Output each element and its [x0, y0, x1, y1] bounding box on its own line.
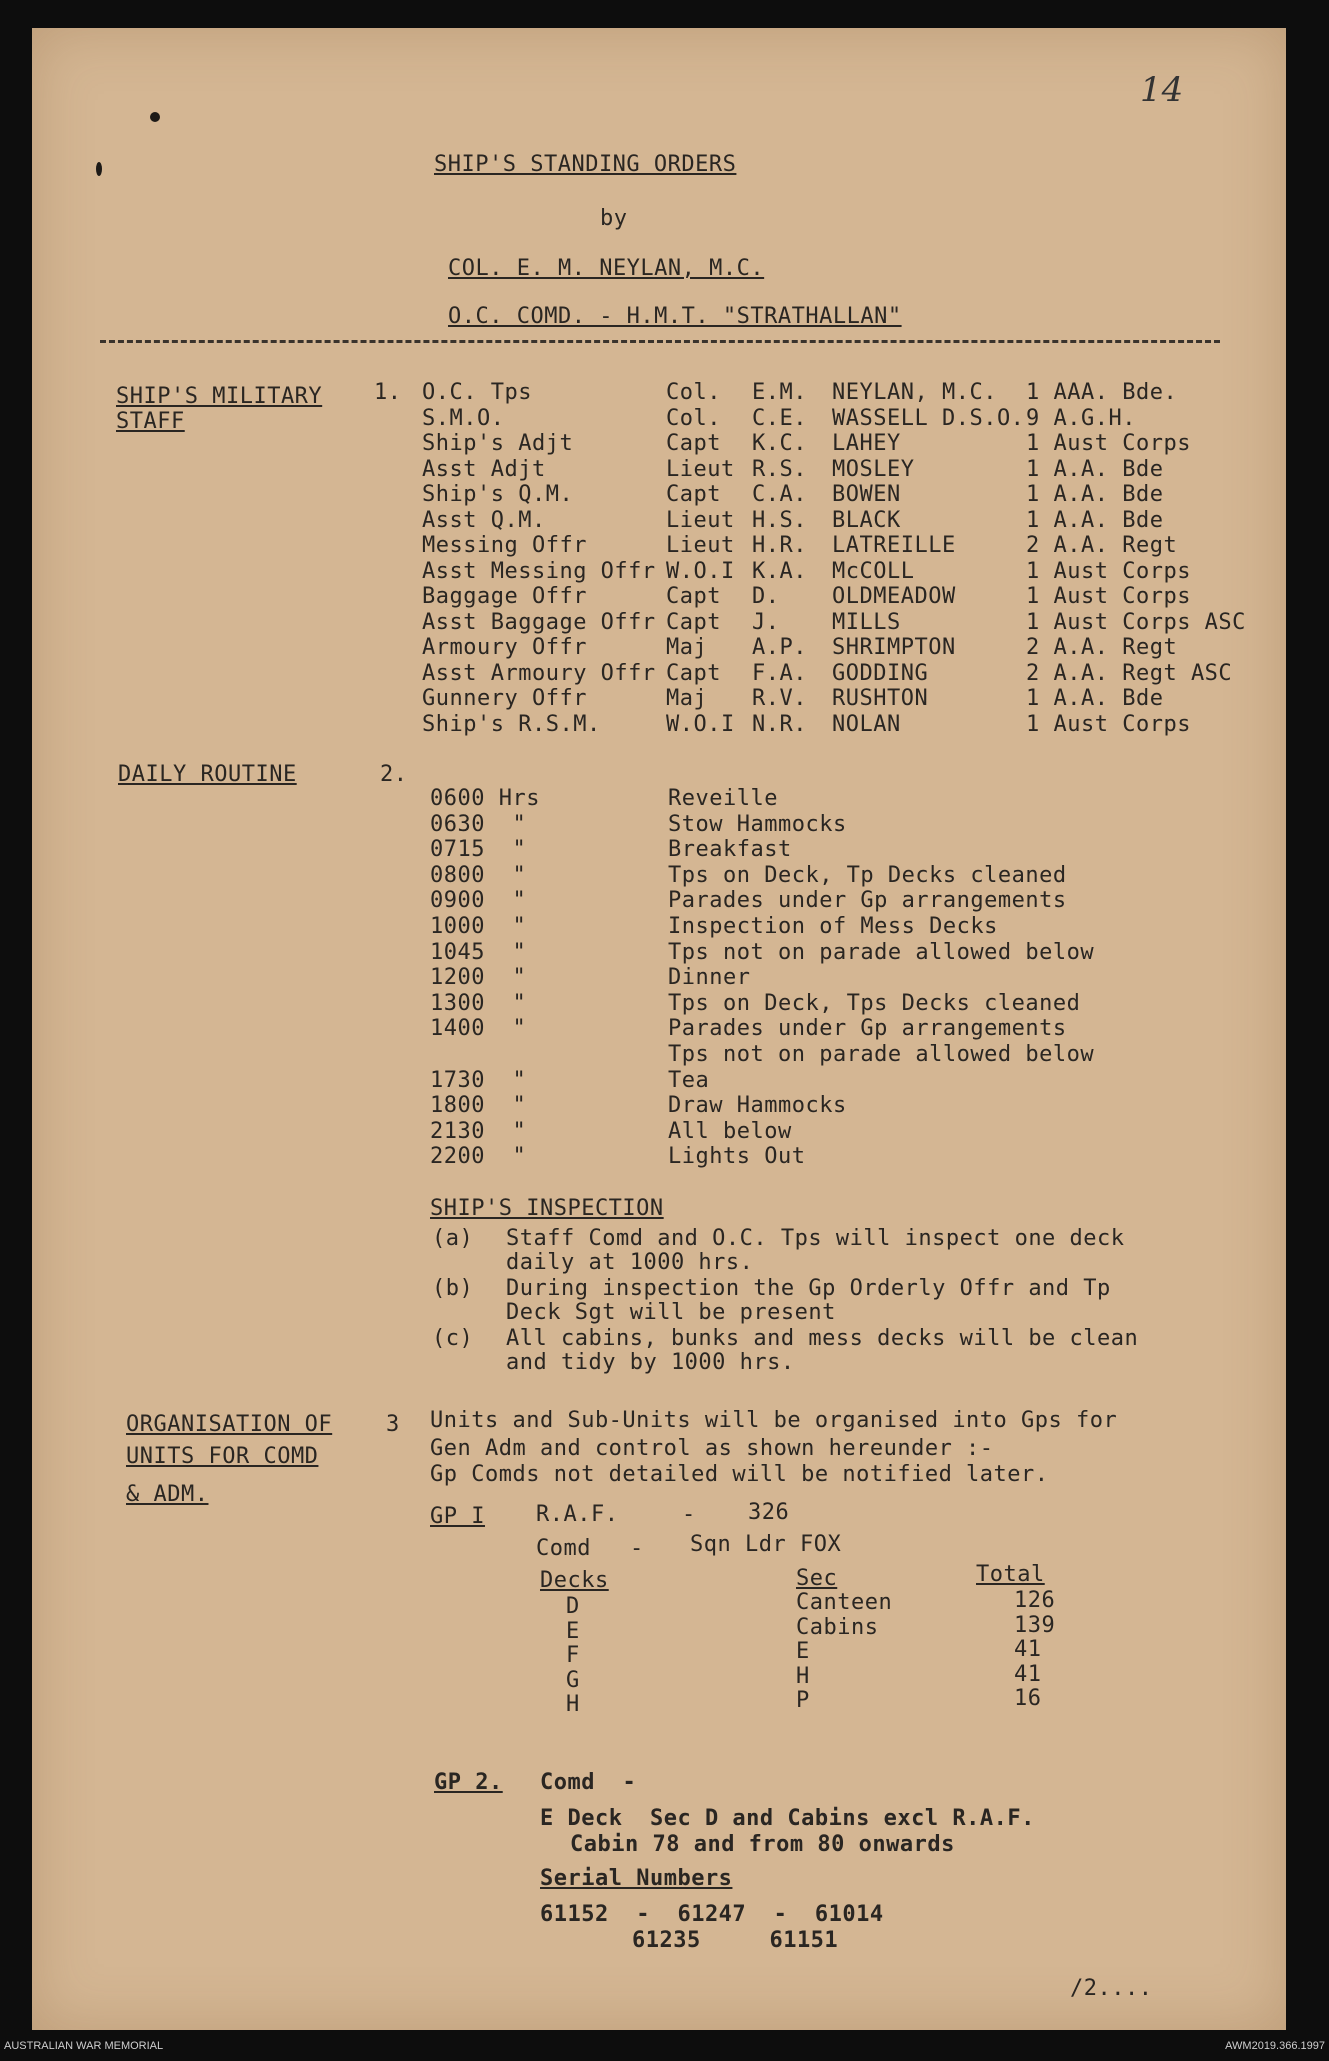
staff-unit: 2 A.A. Regt [1026, 635, 1178, 660]
title-command: O.C. COMD. - H.M.T. "STRATHALLAN" [448, 304, 902, 329]
staff-surname: RUSHTON [832, 686, 929, 711]
deck-cell: H [566, 1692, 580, 1717]
table-header: Sec [796, 1566, 838, 1591]
staff-initials: F.A. [752, 660, 807, 686]
staff-rank: Capt [666, 482, 721, 507]
staff-initials: E.M. [752, 380, 807, 405]
staff-surname: BOWEN [832, 482, 901, 507]
staff-unit: 9 A.G.H. [1026, 405, 1136, 431]
staff-rank: Capt [666, 431, 721, 456]
sec-cell: E [796, 1639, 810, 1664]
routine-time: 2200 " [430, 1144, 527, 1170]
staff-rank: W.O.I [666, 558, 735, 584]
staff-appointment: Ship's R.S.M. [422, 711, 601, 737]
staff-unit: 1 Aust Corps [1026, 711, 1191, 737]
routine-time: 1800 " [430, 1093, 527, 1119]
total-cell: 139 [1014, 1612, 1056, 1638]
deck-cell: F [566, 1643, 580, 1668]
staff-rank: Lieut [666, 456, 735, 482]
group-detail: E Deck Sec D and Cabins excl R.A.F. [540, 1806, 1035, 1831]
staff-unit: 2 A.A. Regt ASC [1026, 660, 1233, 686]
routine-time: 2130 " [430, 1118, 527, 1144]
staff-unit: 1 Aust Corps ASC [1026, 609, 1246, 635]
staff-appointment: S.M.O. [422, 405, 505, 431]
routine-time: 1730 " [430, 1067, 527, 1093]
group-label: GP I [430, 1504, 485, 1529]
staff-rank: Maj [666, 686, 708, 711]
staff-appointment: Messing Offr [422, 533, 587, 558]
deck-cell: E [566, 1618, 580, 1644]
routine-activity: Breakfast [668, 837, 792, 863]
routine-activity: Reveille [668, 786, 778, 811]
staff-unit: 1 A.A. Bde [1026, 686, 1164, 711]
inspection-text: All cabins, bunks and mess decks will be clean [506, 1326, 1139, 1351]
staff-unit: 1 Aust Corps [1026, 558, 1191, 584]
staff-rank: Capt [666, 609, 721, 635]
staff-initials: K.A. [752, 558, 807, 584]
staff-unit: 1 Aust Corps [1026, 431, 1191, 456]
staff-surname: NOLAN [832, 711, 901, 737]
title-by: by [600, 206, 628, 231]
routine-time: 1000 " [430, 914, 527, 939]
staff-appointment: Baggage Offr [422, 584, 587, 609]
inspection-text: During inspection the Gp Orderly Offr and Tp [506, 1276, 1111, 1301]
staff-unit: 1 A.A. Bde [1026, 456, 1164, 482]
inspection-text: Deck Sgt will be present [506, 1300, 836, 1325]
staff-unit: 1 AAA. Bde. [1026, 380, 1178, 405]
routine-time: 1300 " [430, 990, 527, 1016]
section-heading: DAILY ROUTINE [118, 762, 297, 787]
section-heading: & ADM. [126, 1482, 209, 1507]
staff-appointment: Asst Messing Offr [422, 558, 656, 584]
comd-value: Sqn Ldr FOX [690, 1532, 842, 1557]
staff-rank: W.O.I [666, 711, 735, 737]
staff-surname: MOSLEY [832, 456, 915, 482]
routine-activity: Tea [668, 1067, 710, 1093]
serial-numbers: 61152 - 61247 - 61014 [540, 1902, 884, 1927]
sec-cell: P [796, 1688, 810, 1713]
routine-activity: Lights Out [668, 1144, 806, 1170]
inspection-text: and tidy by 1000 hrs. [506, 1350, 795, 1375]
sec-cell: Canteen [796, 1590, 893, 1615]
inspection-label: (b) [432, 1276, 474, 1301]
staff-initials: D. [752, 584, 780, 609]
section-heading: UNITS FOR COMD [126, 1444, 319, 1469]
routine-activity: All below [668, 1118, 792, 1144]
title-author: COL. E. M. NEYLAN, M.C. [448, 256, 765, 281]
staff-initials: R.V. [752, 686, 807, 711]
routine-time: 0600 Hrs [430, 786, 540, 811]
staff-unit: 1 A.A. Bde [1026, 507, 1164, 533]
routine-activity: Tps not on parade allowed below [668, 939, 1095, 965]
serial-numbers: 61235 61151 [632, 1928, 839, 1953]
staff-rank: Capt [666, 660, 721, 686]
routine-activity: Parades under Gp arrangements [668, 888, 1067, 914]
page-number: 14 [1140, 70, 1184, 110]
inspection-text: daily at 1000 hrs. [506, 1250, 754, 1275]
staff-surname: OLDMEADOW [832, 584, 956, 609]
title-heading: SHIP'S STANDING ORDERS [434, 152, 737, 177]
staff-appointment: Gunnery Offr [422, 686, 587, 711]
staff-surname: BLACK [832, 507, 901, 533]
comd-label: Comd - [540, 1770, 637, 1795]
routine-time: 0630 " [430, 811, 527, 837]
comd-dash: - [630, 1536, 644, 1561]
staff-initials: R.S. [752, 456, 807, 482]
staff-appointment: Asst Adjt [422, 456, 546, 482]
staff-initials: C.A. [752, 482, 807, 507]
staff-surname: NEYLAN, M.C. [832, 380, 997, 405]
section-number: 1. [374, 380, 402, 405]
routine-activity: Stow Hammocks [668, 811, 847, 837]
staff-surname: LAHEY [832, 431, 901, 456]
footer-id: AWM2019.366.1997 [1225, 2040, 1325, 2052]
total-cell: 41 [1014, 1661, 1042, 1687]
paragraph-line: Units and Sub-Units will be organised into Gps for [430, 1408, 1118, 1433]
staff-surname: GODDING [832, 660, 929, 686]
table-header: Decks [540, 1568, 609, 1593]
comd-label: Comd [536, 1536, 591, 1561]
routine-activity: Tps on Deck, Tp Decks cleaned [668, 862, 1067, 888]
routine-activity: Inspection of Mess Decks [668, 914, 998, 939]
routine-time: 0900 " [430, 888, 527, 914]
staff-rank: Col. [666, 405, 721, 431]
section-number: 3 [386, 1412, 400, 1437]
staff-unit: 1 Aust Corps [1026, 584, 1191, 609]
staff-rank: Col. [666, 380, 721, 405]
separator-line [100, 340, 1220, 343]
total-cell: 41 [1014, 1637, 1042, 1662]
staff-surname: McCOLL [832, 558, 915, 584]
staff-appointment: Ship's Adjt [422, 431, 574, 456]
routine-time: 0715 " [430, 837, 527, 863]
group-count: 326 [748, 1500, 790, 1525]
group-label: GP 2. [434, 1770, 503, 1795]
staff-appointment: Asst Armoury Offr [422, 660, 656, 686]
routine-time: 1045 " [430, 939, 527, 965]
routine-time: 0800 " [430, 862, 527, 888]
staff-appointment: Ship's Q.M. [422, 482, 574, 507]
subsection-heading: SHIP'S INSPECTION [430, 1196, 664, 1221]
routine-activity: Tps on Deck, Tps Decks cleaned [668, 990, 1081, 1016]
footer-credit: AUSTRALIAN WAR MEMORIAL [4, 2040, 164, 2052]
total-cell: 126 [1014, 1588, 1056, 1613]
inspection-text: Staff Comd and O.C. Tps will inspect one deck [506, 1226, 1125, 1251]
inspection-label: (c) [432, 1326, 474, 1351]
punch-mark [150, 112, 160, 122]
staff-initials: N.R. [752, 711, 807, 737]
staff-initials: K.C. [752, 431, 807, 456]
group-dash: - [682, 1502, 696, 1527]
staff-surname: MILLS [832, 609, 901, 635]
staff-appointment: Asst Q.M. [422, 507, 546, 533]
staff-rank: Lieut [666, 507, 735, 533]
section-heading: SHIP'S MILITARY [116, 384, 323, 409]
sec-cell: Cabins [796, 1614, 879, 1640]
staff-initials: A.P. [752, 635, 807, 660]
inspection-label: (a) [432, 1226, 474, 1251]
section-number: 2. [380, 762, 408, 787]
staff-initials: C.E. [752, 405, 807, 431]
routine-activity: Parades under Gp arrangements [668, 1016, 1067, 1042]
staff-rank: Maj [666, 635, 708, 660]
staff-appointment: O.C. Tps [422, 380, 532, 405]
punch-mark [96, 162, 102, 176]
deck-cell: G [566, 1667, 580, 1693]
continuation-mark: /2.... [1070, 1976, 1153, 2001]
staff-surname: LATREILLE [832, 533, 956, 558]
table-header: Total [976, 1562, 1045, 1587]
section-heading: STAFF [116, 409, 185, 434]
serial-heading: Serial Numbers [540, 1866, 733, 1891]
paragraph-line: Gen Adm and control as shown hereunder :- [430, 1436, 994, 1461]
group-detail: Cabin 78 and from 80 onwards [570, 1832, 955, 1857]
routine-time: 1200 " [430, 965, 527, 991]
sec-cell: H [796, 1663, 810, 1689]
staff-initials: H.R. [752, 533, 807, 558]
routine-activity: Dinner [668, 965, 751, 991]
staff-rank: Capt [666, 584, 721, 609]
group-unit: R.A.F. [536, 1502, 619, 1527]
staff-appointment: Armoury Offr [422, 635, 587, 660]
staff-unit: 2 A.A. Regt [1026, 533, 1178, 558]
total-cell: 16 [1014, 1686, 1042, 1711]
routine-activity: Draw Hammocks [668, 1093, 847, 1119]
staff-initials: J. [752, 609, 780, 635]
staff-surname: WASSELL D.S.O. [832, 405, 1025, 431]
staff-initials: H.S. [752, 507, 807, 533]
staff-unit: 1 A.A. Bde [1026, 482, 1164, 507]
routine-time: 1400 " [430, 1016, 527, 1042]
staff-surname: SHRIMPTON [832, 635, 956, 660]
section-heading: ORGANISATION OF [126, 1412, 333, 1437]
deck-cell: D [566, 1594, 580, 1619]
routine-activity: Tps not on parade allowed below [668, 1042, 1095, 1067]
staff-rank: Lieut [666, 533, 735, 558]
paragraph-line: Gp Comds not detailed will be notified later. [430, 1462, 1049, 1487]
staff-appointment: Asst Baggage Offr [422, 609, 656, 635]
